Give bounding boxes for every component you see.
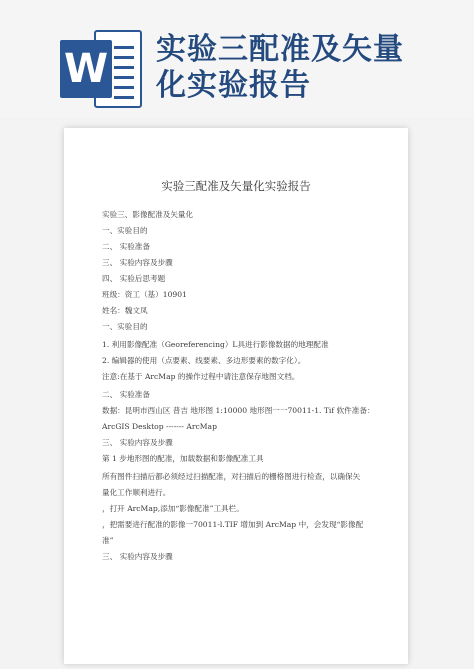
document-line: 三、 实验内容及步骤 — [102, 552, 173, 561]
banner — [0, 0, 474, 118]
document-line: ，把需要进行配准的影像一70011-l.TIF 增加到 ArcMap 中，会发现“影像配 — [102, 520, 364, 529]
document-line: 四、 实验后思考题 — [102, 274, 166, 283]
document-line: 注意:在基于 ArcMap 的操作过程中请注意保存地图文档。 — [102, 372, 300, 381]
banner-title-line-2: 化实验报告 — [156, 68, 311, 103]
banner-title-line-1: 实验三配准及矢量 — [156, 32, 404, 67]
document-line: 准” — [102, 536, 114, 545]
document-line: 二、 实验准备 — [102, 390, 150, 399]
document-line: 二、 实验准备 — [102, 242, 150, 251]
document-line: 班级：资工（基）10901 — [102, 290, 187, 299]
document-line: 姓名：魏文凤 — [102, 306, 148, 315]
document-line: 1. 利用影像配准（Georeferencing）L具进行影像数据的地理配准 — [102, 340, 329, 349]
document-line: ArcGIS Desktop ------- ArcMap — [102, 422, 217, 431]
document-line: 实验三、影像配准及矢量化 — [102, 210, 194, 219]
document-title: 实验三配准及矢量化实验报告 — [161, 179, 311, 193]
document-line: 2. 编辑器的使用（点要素、线要素、多边形要素的数字化）。 — [102, 356, 306, 365]
word-logo-badge: W — [60, 40, 112, 98]
document-line: 第 1 步地形图的配准，加载数据和影像配准工具 — [102, 454, 264, 463]
banner-title — [156, 32, 466, 104]
document-line: 数据：昆明市西山区 普吉 地形图 1:10000 地形图一一70011-1. Tif 软件准备： — [102, 406, 375, 415]
document-line: 一、实验目的 — [102, 322, 148, 331]
document-line: 量化工作顺利进行。 — [102, 488, 171, 497]
document-line: 一、实验目的 — [102, 226, 148, 235]
document-line: 三、 实验内容及步骤 — [102, 438, 173, 447]
document-line: 三、 实验内容及步骤 — [102, 258, 173, 267]
document-line: 所有图件扫描后都必须经过扫描配准，对扫描后的栅格图进行检查，以确保矢 — [102, 472, 361, 481]
document-line: ，打开 ArcMap,添加“影像配准”工具栏。 — [102, 504, 244, 513]
word-document-icon — [60, 30, 142, 108]
document-page — [64, 128, 408, 664]
